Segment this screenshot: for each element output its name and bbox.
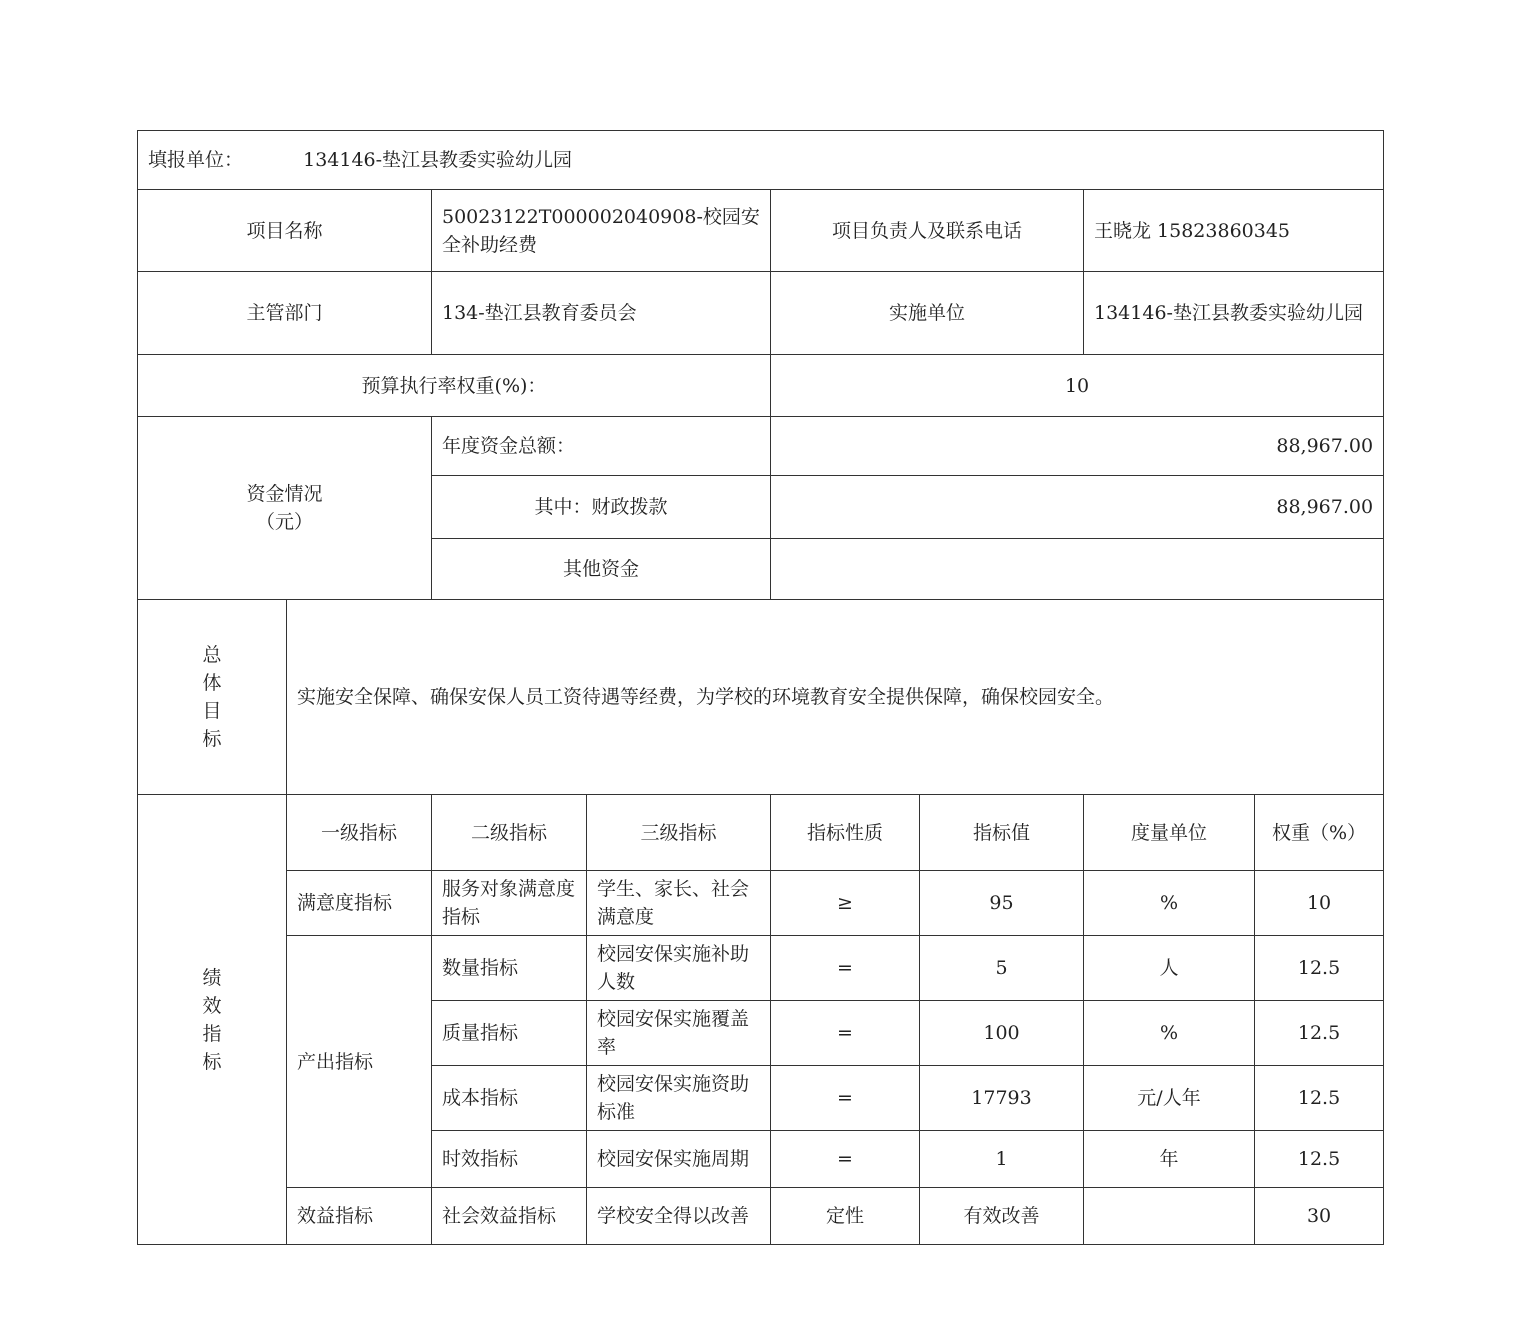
unit-cell	[1084, 1188, 1255, 1245]
weight-cell: 30	[1255, 1188, 1384, 1245]
department-row	[138, 272, 1384, 355]
funds-label-line2: （元）	[255, 511, 313, 533]
nature-cell: =	[771, 1001, 920, 1066]
column-header: 二级指标	[432, 795, 587, 871]
performance-target-form	[137, 130, 1383, 1227]
goal-row	[138, 600, 1384, 795]
performance-label-char: 标	[202, 1050, 222, 1073]
performance-label	[138, 795, 287, 1245]
level1-cell: 产出指标	[287, 936, 432, 1188]
department-label: 主管部门	[138, 272, 432, 355]
level3-cell: 校园安保实施覆盖率	[587, 1001, 771, 1066]
level3-cell: 校园安保实施周期	[587, 1131, 771, 1188]
goal-text: 实施安全保障、确保安保人员工资待遇等经费，为学校的环境教育安全提供保障，确保校园安全。	[287, 600, 1384, 795]
implementing-unit-value: 134146-垫江县教委实验幼儿园	[1084, 272, 1384, 355]
performance-label-char: 效	[202, 994, 222, 1017]
header-row	[138, 131, 1384, 190]
nature-cell: =	[771, 1066, 920, 1131]
level2-cell: 时效指标	[432, 1131, 587, 1188]
unit-cell: 人	[1084, 936, 1255, 1001]
project-owner-label: 项目负责人及联系电话	[771, 190, 1084, 272]
nature-cell: =	[771, 1131, 920, 1188]
weight-cell: 12.5	[1255, 936, 1384, 1001]
project-name-value: 50023122T000002040908-校园安全补助经费	[432, 190, 771, 272]
project-owner-value: 王晓龙 15823860345	[1084, 190, 1384, 272]
unit-cell: 元/人年	[1084, 1066, 1255, 1131]
nature-cell: =	[771, 936, 920, 1001]
project-name-label: 项目名称	[138, 190, 432, 272]
fiscal-funds-value: 88,967.00	[771, 476, 1384, 539]
level3-cell: 校园安保实施补助人数	[587, 936, 771, 1001]
funds-label	[138, 417, 432, 600]
indicator-header-row	[138, 795, 1384, 871]
nature-cell: 定性	[771, 1188, 920, 1245]
table-row	[138, 936, 1384, 1001]
column-header: 度量单位	[1084, 795, 1255, 871]
reporting-unit-value: 134146-垫江县教委实验幼儿园	[303, 149, 573, 171]
value-cell: 5	[920, 936, 1084, 1001]
performance-label-char: 绩	[202, 966, 222, 989]
level1-cell: 效益指标	[287, 1188, 432, 1245]
department-value: 134-垫江县教育委员会	[432, 272, 771, 355]
performance-label-char: 指	[202, 1022, 222, 1045]
budget-weight-row	[138, 355, 1384, 417]
level2-cell: 服务对象满意度指标	[432, 871, 587, 936]
level3-cell: 学校安全得以改善	[587, 1188, 771, 1245]
weight-cell: 12.5	[1255, 1001, 1384, 1066]
level2-cell: 成本指标	[432, 1066, 587, 1131]
unit-cell: %	[1084, 1001, 1255, 1066]
budget-weight-label: 预算执行率权重(%)：	[138, 355, 771, 417]
goal-label-char: 体	[202, 672, 222, 694]
annual-funds-value: 88,967.00	[771, 417, 1384, 476]
column-header: 指标性质	[771, 795, 920, 871]
value-cell: 17793	[920, 1066, 1084, 1131]
column-header: 三级指标	[587, 795, 771, 871]
goal-label-char: 标	[202, 728, 222, 750]
unit-cell: %	[1084, 871, 1255, 936]
goal-label	[138, 600, 287, 795]
goal-label-char: 总	[202, 644, 222, 666]
value-cell: 100	[920, 1001, 1084, 1066]
nature-cell: ≥	[771, 871, 920, 936]
weight-cell: 10	[1255, 871, 1384, 936]
value-cell: 95	[920, 871, 1084, 936]
reporting-unit-cell	[138, 131, 1384, 190]
level2-cell: 社会效益指标	[432, 1188, 587, 1245]
column-header: 指标值	[920, 795, 1084, 871]
value-cell: 1	[920, 1131, 1084, 1188]
form-table	[137, 130, 1384, 1245]
value-cell: 有效改善	[920, 1188, 1084, 1245]
project-row	[138, 190, 1384, 272]
table-row	[138, 871, 1384, 936]
implementing-unit-label: 实施单位	[771, 272, 1084, 355]
table-row	[138, 1188, 1384, 1245]
column-header: 一级指标	[287, 795, 432, 871]
fiscal-funds-label: 其中：财政拨款	[432, 476, 771, 539]
column-header: 权重（%）	[1255, 795, 1384, 871]
funds-annual-row	[138, 417, 1384, 476]
unit-cell: 年	[1084, 1131, 1255, 1188]
weight-cell: 12.5	[1255, 1066, 1384, 1131]
other-funds-label: 其他资金	[432, 539, 771, 600]
other-funds-value	[771, 539, 1384, 600]
annual-funds-label: 年度资金总额：	[432, 417, 771, 476]
budget-weight-value: 10	[771, 355, 1384, 417]
reporting-unit-label: 填报单位：	[148, 149, 244, 171]
level3-cell: 学生、家长、社会满意度	[587, 871, 771, 936]
level2-cell: 数量指标	[432, 936, 587, 1001]
level2-cell: 质量指标	[432, 1001, 587, 1066]
weight-cell: 12.5	[1255, 1131, 1384, 1188]
goal-label-char: 目	[202, 700, 222, 722]
level1-cell: 满意度指标	[287, 871, 432, 936]
funds-label-line1: 资金情况	[246, 483, 323, 505]
level3-cell: 校园安保实施资助标准	[587, 1066, 771, 1131]
